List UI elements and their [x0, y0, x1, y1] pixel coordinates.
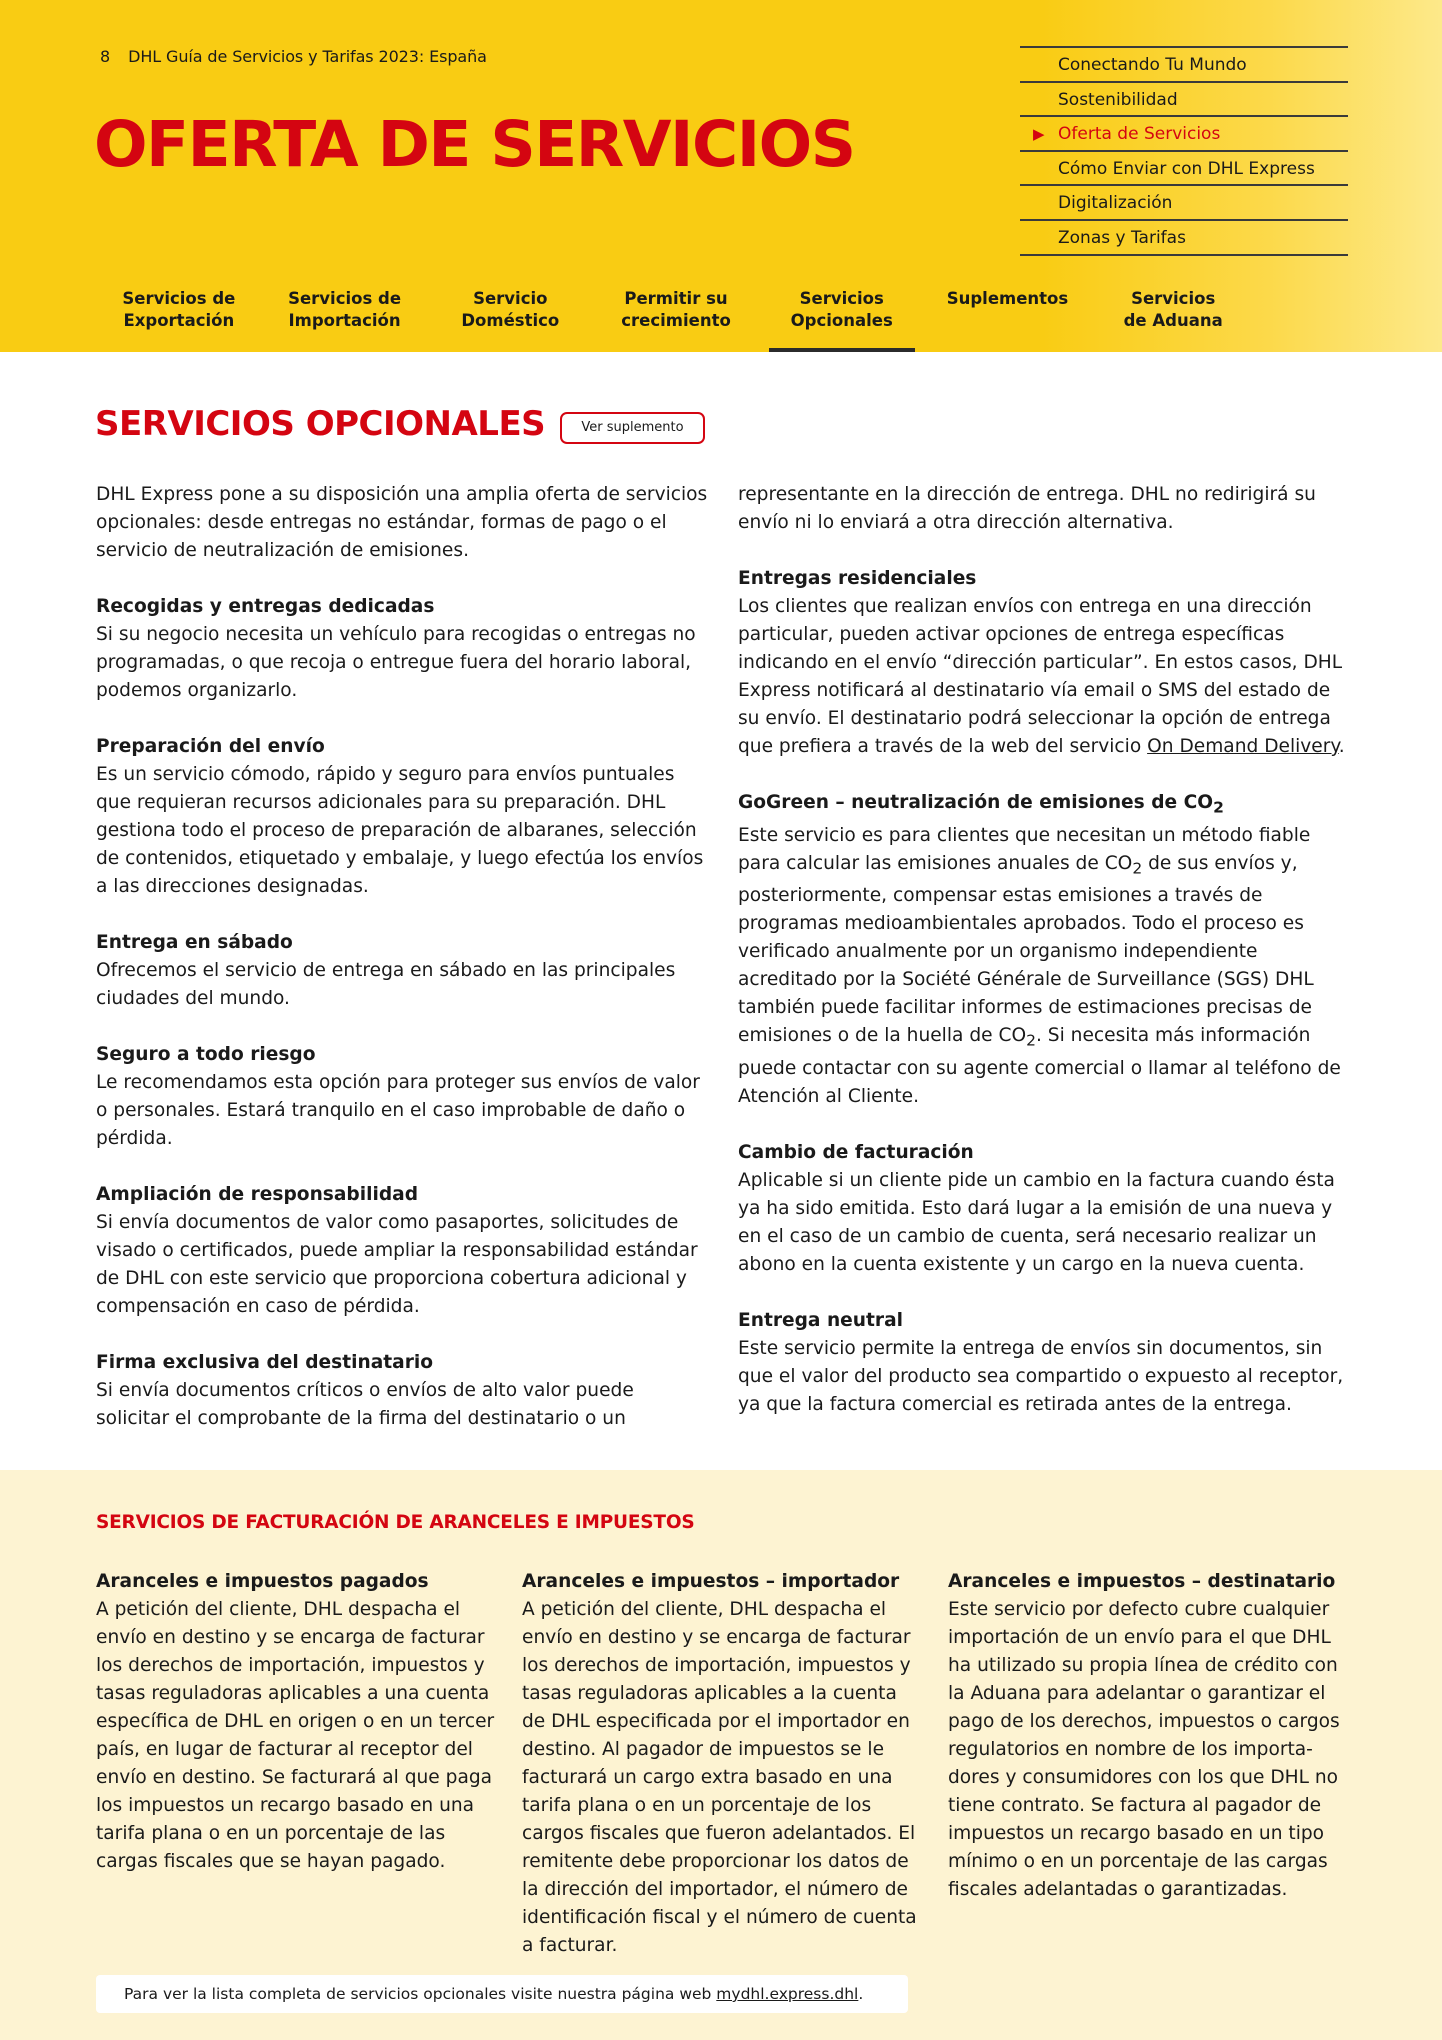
billing-column [948, 1568, 1348, 1904]
tab-opcionales[interactable]: Servicios Opcionales [759, 288, 925, 352]
billing-heading: Aranceles e impuestos – importador [522, 1571, 900, 1592]
nav-item-label: Conectando Tu Mundo [1058, 55, 1247, 75]
service-heading: Firma exclusiva del destinatario [96, 1352, 434, 1373]
service-heading: Entregas residenciales [738, 568, 977, 589]
section-title: SERVICIOS OPCIONALES [95, 404, 546, 444]
service-block [96, 733, 711, 901]
nav-item-label: Digitalización [1058, 193, 1173, 214]
page-header [0, 0, 1442, 352]
service-heading: Ampliación de responsabilidad [96, 1184, 419, 1205]
billing-services-section [0, 1470, 1442, 2040]
nav-item-label: Oferta de Servicios [1058, 124, 1221, 145]
billing-section-title: SERVICIOS DE FACTURACIÓN DE ARANCELES E IMPUESTOS [96, 1512, 695, 1533]
service-block [738, 789, 1346, 1111]
service-heading [738, 789, 1346, 822]
gogreen-heading-subscript: 2 [1213, 798, 1224, 817]
service-body: Si envía documentos de valor como pasaportes, solicitudes de visado o certificados, puede ampliar la responsabilidad estándar de DHL con este servicio que proporciona cobertura adicional y compensación en caso de pérdida. [96, 1212, 698, 1317]
document-title: DHL Guía de Servicios y Tarifas 2023: España [128, 47, 487, 66]
left-column [96, 481, 711, 1433]
service-heading: Preparación del envío [96, 736, 325, 757]
nav-item-conectando[interactable] [1020, 48, 1348, 83]
service-body: Aplicable si un cliente pide un cambio en la factura cuando ésta ya ha sido emitida. Esto dará lugar a la emisión de una nueva y en el caso de un cambio de cuenta, será necesario realizar un abono en la cuenta existente y un cargo en la nueva cuenta. [738, 1170, 1335, 1276]
billing-column [522, 1568, 922, 1960]
tab-suplementos[interactable]: Suplementos [946, 289, 1069, 308]
billing-body: A petición del cliente, DHL despacha el envío en destino y se encarga de facturar los derechos de importación, impuestos y tasas reguladoras aplicables a la cuenta de DHL especificada por el importador en destino. Al pagador de impuestos se le facturará un cargo extra basado en una tarifa plana o en un porcentaje de los cargos fiscales que fueron adelantados. El remitente debe proporcionar los datos de la dirección del importador, el número de identificación fiscal y el número de cuenta a facturar. [522, 1599, 917, 1956]
continuation-paragraph: representante en la dirección de entrega. DHL no redirigirá su envío ni lo enviará a otra dirección alternativa. [738, 484, 1316, 533]
billing-column [96, 1568, 496, 1876]
page-title: OFERTA DE SERVICIOS [94, 108, 855, 181]
ver-suplemento-button[interactable]: Ver suplemento [560, 412, 705, 444]
nav-item-label: Cómo Enviar con DHL Express [1058, 158, 1315, 179]
service-body: Ofrecemos el servicio de entrega en sábado en las principales ciudades del mundo. [96, 960, 676, 1009]
mydhl-link[interactable]: mydhl.express.dhl [716, 1985, 859, 2003]
gogreen-body-text: Este servicio es para clientes que necesitan un método fiable para calcular las emisiones anuales de CO [738, 824, 1311, 874]
footnote-tail: . [858, 1985, 864, 2003]
service-body: Le recomendamos esta opción para proteger sus envíos de valor o personales. Estará tranquilo en el caso improbable de daño o pérdida. [96, 1072, 700, 1149]
tab-exportacion[interactable]: Servicios de Exportación [122, 289, 236, 330]
residential-body-text: Los clientes que realizan envíos con entrega en una dirección particular, pueden activar opciones de entrega específicas indicando en el envío “dirección particular”. En estos casos, DHL Express notificará al destinatario vía email o SMS del estado de su envío. El destinatario podrá seleccionar la opción de entrega que prefiera a través de la web del servicio [738, 596, 1343, 757]
nav-item-digitalizacion[interactable] [1020, 186, 1348, 221]
page-number: 8 [100, 47, 111, 66]
service-block [96, 1041, 711, 1153]
service-block [96, 593, 711, 705]
service-body: Si envía documentos críticos o envíos de alto valor puede solicitar el comprobante de la firma del destinatario o un [96, 1380, 634, 1429]
play-triangle-icon: ▶ [1033, 125, 1045, 144]
tab-importacion[interactable]: Servicios de Importación [288, 289, 402, 330]
on-demand-delivery-link[interactable]: On Demand Delivery [1147, 736, 1339, 757]
service-body: Este servicio permite la entrega de envíos sin documentos, sin que el valor del producto sea compartido o expuesto al receptor, ya que la factura comercial es retirada antes de la entrega. [738, 1338, 1344, 1416]
gogreen-body-text: de sus envíos y, posteriormente, compensar estas emisiones a través de programas medioambientales aprobados. Todo el proceso es verificado anualmente por un organismo independiente acreditado por la Société Générale de Surveillance (SGS) DHL también puede facilitar informes de estimaciones precisas de emisiones o de la huella de CO [738, 852, 1314, 1047]
nav-item-label: Sostenibilidad [1058, 89, 1178, 110]
nav-item-como-enviar[interactable] [1020, 152, 1348, 187]
section-tabs [96, 288, 1256, 352]
footnote-box [96, 1975, 908, 2013]
tab-crecimiento[interactable]: Permitir su crecimiento [621, 289, 731, 330]
chapter-nav [1020, 46, 1348, 256]
tab-domestico[interactable]: Servicio Doméstico [461, 289, 560, 330]
gogreen-body-text: . Si necesita más información puede contactar con su agente comercial o llamar al teléfono de Atención al Cliente. [738, 1025, 1341, 1108]
billing-body: Este servicio por defecto cubre cualquier importación de un envío para el que DHL ha utilizado su propia línea de crédito con la Aduana para adelantar o garantizar el pago de los derechos, impuestos o cargos regulatorios en nombre de los importa-dores y consumidores con los que DHL no tiene contrato. Se factura al pagador de impuestos un recargo basado en un tipo mínimo o en un porcentaje de las cargas fiscales adelantadas o garantizadas. [948, 1599, 1340, 1900]
service-heading: Seguro a todo riesgo [96, 1044, 316, 1065]
service-body: Es un servicio cómodo, rápido y seguro para envíos puntuales que requieran recursos adicionales para su preparación. DHL gestiona todo el proceso de preparación de albaranes, selección de contenidos, etiquetado y embalaje, y luego efectúa los envíos a las direcciones designadas. [96, 764, 704, 897]
service-heading: Entrega neutral [738, 1310, 904, 1332]
residential-body-tail: . [1338, 736, 1345, 757]
service-heading: Recogidas y entregas dedicadas [96, 596, 435, 617]
footnote-text: Para ver la lista completa de servicios opcionales visite nuestra página web [124, 1985, 717, 2003]
nav-item-oferta-servicios[interactable] [1020, 117, 1348, 152]
service-heading: Cambio de facturación [738, 1142, 974, 1164]
service-body [738, 593, 1346, 761]
gogreen-subscript: 2 [1026, 1032, 1036, 1051]
nav-item-sostenibilidad[interactable] [1020, 83, 1348, 118]
billing-heading: Aranceles e impuestos – destinatario [948, 1571, 1336, 1592]
service-heading: Entrega en sábado [96, 932, 293, 953]
service-block [738, 565, 1346, 761]
nav-item-zonas-tarifas[interactable] [1020, 221, 1348, 256]
gogreen-heading-text: GoGreen – neutralización de emisiones de CO [738, 792, 1214, 813]
service-block [96, 1349, 711, 1433]
right-column [738, 481, 1346, 1419]
page-meta [100, 47, 487, 66]
gogreen-subscript: 2 [1132, 859, 1143, 878]
service-block [96, 929, 711, 1013]
billing-heading: Aranceles e impuestos pagados [96, 1571, 429, 1592]
tab-aduana[interactable]: Servicios de Aduana [1123, 289, 1223, 330]
service-body [738, 822, 1346, 1111]
service-block [738, 1139, 1346, 1279]
nav-item-label: Zonas y Tarifas [1058, 227, 1186, 248]
billing-body: A petición del cliente, DHL despacha el envío en destino y se encarga de facturar los derechos de importación, impuestos y tasas reguladoras aplicables a una cuenta específica de DHL en origen o en un tercer país, en lugar de facturar al receptor del envío en destino. Se facturará al que paga los impuestos un recargo basado en una tarifa plana o en un porcentaje de las cargas fiscales que se hayan pagado. [96, 1599, 495, 1872]
intro-paragraph: DHL Express pone a su disposición una amplia oferta de servicios opcionales: desde entregas no estándar, formas de pago o el servicio de neutralización de emisiones. [96, 484, 708, 561]
service-block [738, 1307, 1346, 1419]
service-block [96, 1181, 711, 1321]
service-body: Si su negocio necesita un vehículo para recogidas o entregas no programadas, o que recoja o entregue fuera del horario laboral, podemos organizarlo. [96, 624, 696, 701]
